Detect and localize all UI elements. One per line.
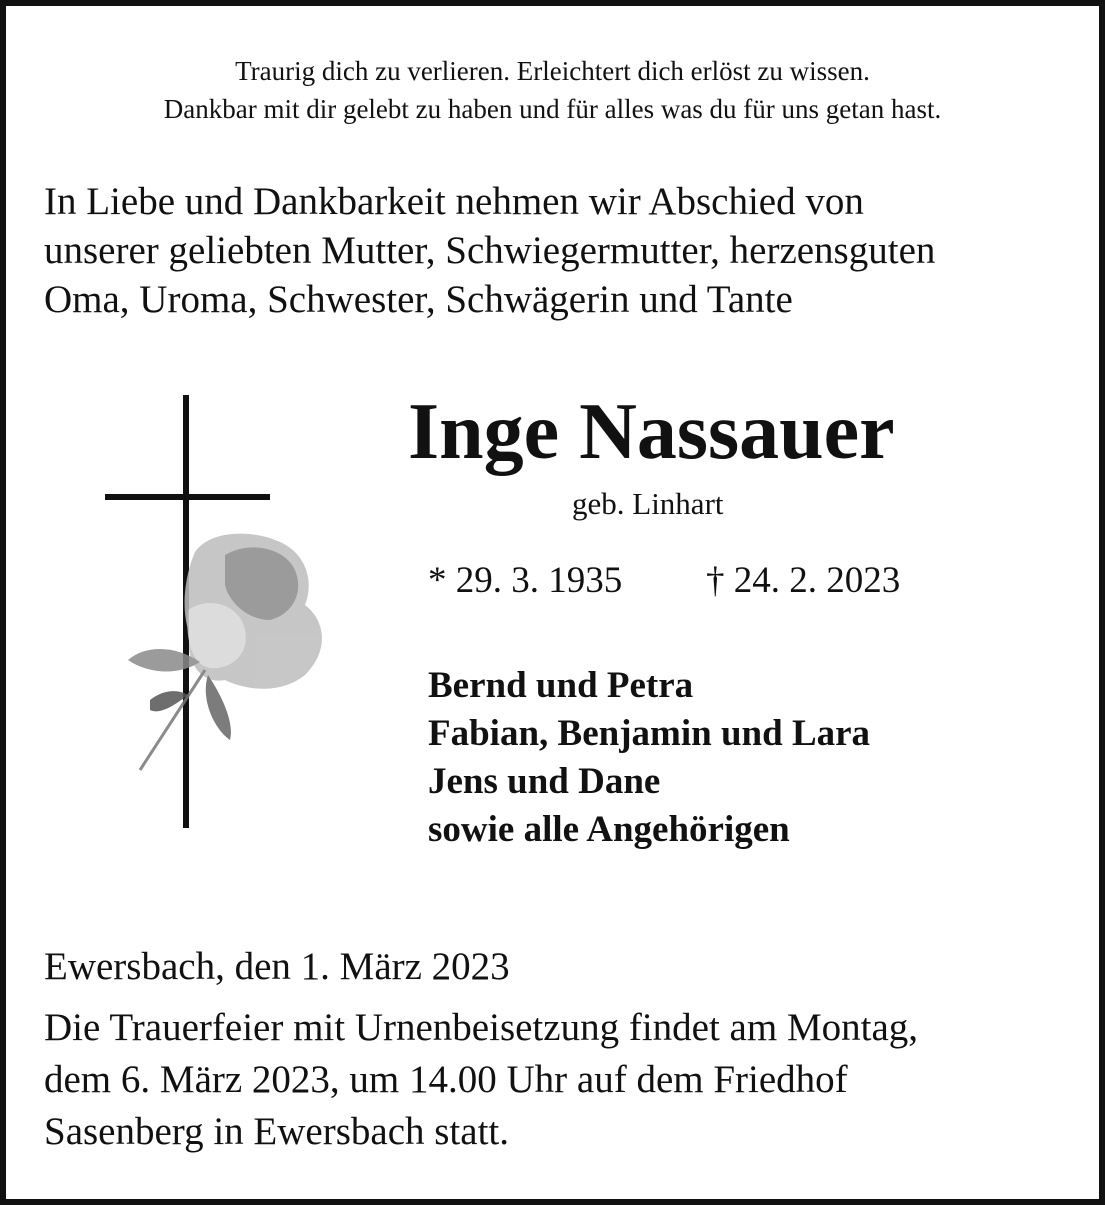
motto-line-2: Dankbar mit dir gelebt zu haben und für alles was du für uns getan hast. (163, 94, 942, 124)
birth-date: * 29. 3. 1935 (428, 560, 623, 601)
intro-line-3: Oma, Uroma, Schwester, Schwägerin und Tante (44, 278, 793, 321)
deceased-name: Inge Nassauer (408, 388, 895, 476)
intro-line-1: In Liebe und Dankbarkeit nehmen wir Abschied von (44, 180, 864, 223)
ceremony-line-1: Die Trauerfeier mit Urnenbeisetzung findet am Montag, (44, 1006, 919, 1049)
intro-line-2: unserer geliebten Mutter, Schwiegermutter, herzensguten (44, 229, 936, 272)
ceremony-line-3: Sasenberg in Ewersbach statt. (44, 1110, 509, 1153)
motto-line-1: Traurig dich zu verlieren. Erleichtert dich erlöst zu wissen. (235, 56, 870, 86)
ceremony-line-2: dem 6. März 2023, um 14.00 Uhr auf dem Friedhof (44, 1058, 848, 1101)
death-date: † 24. 2. 2023 (706, 560, 901, 601)
birth-name: geb. Linhart (572, 486, 724, 521)
mourner-line: Jens und Dane (428, 761, 661, 802)
cross-with-rose (100, 390, 340, 840)
mourner-line: sowie alle Angehörigen (428, 809, 790, 850)
mourner-line: Fabian, Benjamin und Lara (428, 713, 871, 754)
place-date: Ewersbach, den 1. März 2023 (44, 945, 510, 988)
mourner-line: Bernd und Petra (428, 665, 694, 706)
rose-icon (128, 534, 322, 770)
